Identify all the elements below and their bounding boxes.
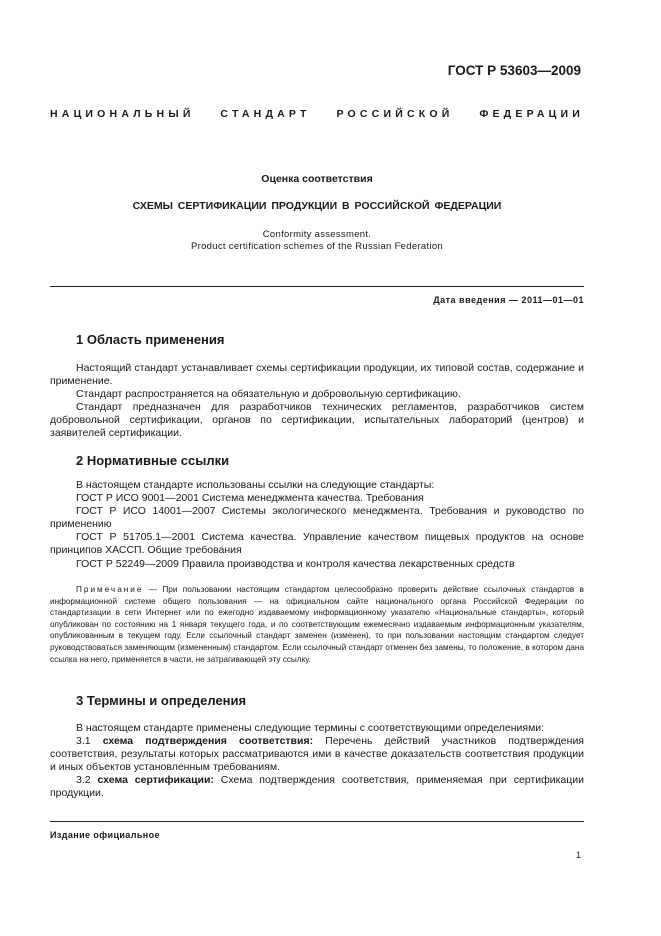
- term-name: схема сертификации:: [97, 774, 214, 787]
- term-text: Схема подтверждения соответствия, применяемая при сертификации продукции.: [50, 774, 584, 800]
- standard-number: ГОСТ Р 53603—2009: [447, 63, 581, 78]
- title-divider: [50, 286, 584, 287]
- section-1-body: [50, 362, 584, 441]
- section-3-body: [50, 722, 584, 801]
- reference-item: ГОСТ Р ИСО 9001—2001 Система менеджмента качества. Требования: [76, 492, 424, 505]
- page-number: 1: [575, 850, 581, 860]
- note-label: Примечание: [76, 585, 144, 594]
- standard-title: СХЕМЫ СЕРТИФИКАЦИИ ПРОДУКЦИИ В РОССИЙСКОЙ ФЕДЕРАЦИИ: [132, 200, 502, 212]
- footer-divider: [50, 821, 584, 822]
- term-definition: [50, 735, 584, 774]
- section-2-note: [50, 584, 584, 665]
- introduction-date: Дата введения — 2011—01—01: [433, 295, 584, 305]
- note-paragraph: [50, 584, 584, 665]
- section-3-heading: 3 Термины и определения: [76, 693, 247, 708]
- reference-item: ГОСТ Р 51705.1—2001 Система качества. Управление качеством пищевых продуктов на основе принципов ХАССП. Общие требования: [50, 531, 584, 557]
- paragraph: В настоящем стандарте применены следующие термины с соответствующими определениями:: [76, 722, 545, 734]
- paragraph: Стандарт распространяется на обязательную и добровольную сертификацию.: [76, 388, 461, 401]
- english-title-line-2: Product certification schemes of the Russian Federation: [190, 241, 443, 252]
- english-title-line-1: Conformity assessment.: [262, 229, 372, 240]
- paragraph: В настоящем стандарте использованы ссылки на следующие стандарты:: [76, 479, 435, 491]
- term-name: схема подтверждения соответствия:: [102, 735, 314, 748]
- paragraph: Настоящий стандарт устанавливает схемы сертификации продукции, их типовой состав, содержание и применение.: [50, 362, 584, 388]
- section-1-heading: 1 Область применения: [76, 332, 225, 347]
- section-2-body: [50, 479, 584, 571]
- standard-subject: Оценка соответствия: [261, 173, 373, 185]
- term-number: 3.1: [76, 735, 91, 748]
- section-2-heading: 2 Нормативные ссылки: [76, 453, 230, 468]
- official-edition-label: Издание официальное: [50, 830, 160, 840]
- reference-item: ГОСТ Р ИСО 14001—2007 Системы экологического менеджмента. Требования и руководство по применению: [50, 505, 584, 531]
- term-number: 3.2: [76, 774, 91, 787]
- term-definition: [50, 774, 584, 800]
- paragraph: Стандарт предназначен для разработчиков технических регламентов, разработчиков систем добровольной сертификации, органов по сертификации, испытательных лабораторий (центров) и заявителей сертификации.: [50, 401, 584, 440]
- reference-item: ГОСТ Р 52249—2009 Правила производства и контроля качества лекарственных средств: [76, 557, 515, 570]
- national-standard-heading: НАЦИОНАЛЬНЫЙ СТАНДАРТ РОССИЙСКОЙ ФЕДЕРАЦИИ: [50, 108, 584, 120]
- note-text: — При пользовании настоящим стандартом целесообразно проверить действие ссылочных стандартов в информационной системе общего пользования — на официальном сайте национального органа Российской Федерации по стандартизации в сети Интернет или по ежегодно издаваемому информационному указателю «Национальные стандарты», который опубликован по состоянию на 1 января текущего года, и по соответствующим ежемесячно издаваемым информационным указателям, опубликованным в текущем году. Если ссылочный стандарт заменен (изменен), то при пользовании настоящим стандартом следует руководствоваться заменяющим (измененным) стандартом. Если ссылочный стандарт отменен без замены, то положение, в котором дана ссылка на него, применяется в части, не затрагивающей эту ссылку.: [50, 585, 584, 664]
- english-title: [50, 229, 584, 253]
- term-text: Перечень действий участников подтверждения соответствия, результаты которых рассматриваются ими в качестве доказательств соответствия продукции и иных объектов установленным требованиям.: [50, 735, 584, 774]
